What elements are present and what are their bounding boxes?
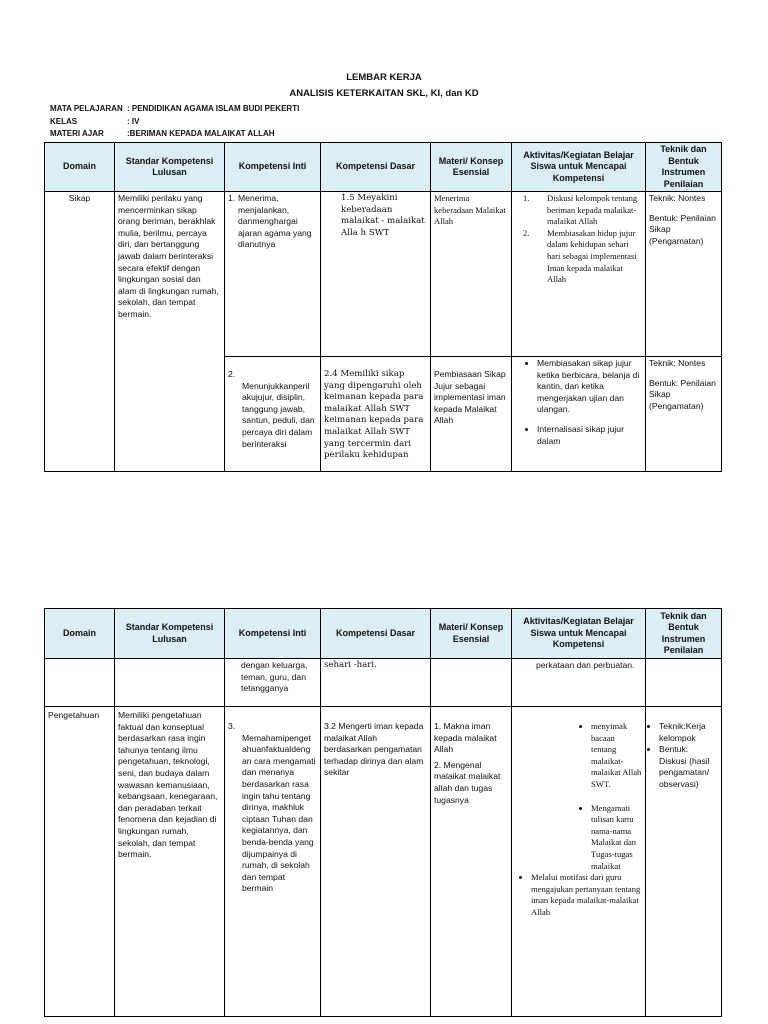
- kd-cell: sehari -hari.: [321, 659, 431, 707]
- col-header-ki: Kompetensi Inti: [225, 143, 321, 192]
- analysis-table-1: [44, 142, 722, 472]
- teknik-cell: Teknik: Nontes Bentuk: Penilaian Sikap (Pengamatan): [646, 357, 722, 472]
- meta-key: KELAS: [50, 116, 78, 126]
- list-number: 2.: [523, 227, 530, 238]
- col-header-skl: Standar Kompetensi Lulusan: [115, 143, 225, 192]
- ki-cell: [225, 357, 321, 472]
- list-item: • Melalui motifasi dari guru mengajukan pertanyaan tentang iman kepada malaikat-malaikat Allah: [531, 872, 642, 918]
- skl-cell: Memiliki pengetahuan faktual dan konseptual berdasarkan rasa ingin tahunya tentang ilmu pengetahuan, teknologi, seni, dan budaya dalam wawasan kemanusiaan, kebangsaan, kenegaraan, dan peradaban terkait fenomena dan kejadian di lingkungan rumah, sekolah, dan tempat bermain.: [115, 707, 225, 1017]
- aktivitas-cell: perkataan dan perbuatan.: [512, 659, 646, 707]
- materi-cell: Pembiasaan Sikap Jujur sebagai implementasi iman kepada Malaikat Allah: [431, 357, 512, 472]
- aktivitas-cell: [512, 192, 646, 357]
- materi-cell: [431, 659, 512, 707]
- list-item: • menyimak bacaan tentang malaikat-malaikat Allah SWT.: [591, 721, 642, 791]
- col-header-domain: Domain: [45, 143, 115, 192]
- list-number: 2.: [228, 369, 236, 379]
- skl-cell: Memiliki perilaku yang mencerminkan sikap orang beriman, berakhlak mulia, berilmu, percaya diri, dan bertanggung jawab dalam berinteraksi secara efektif dengan lingkungan sosial dan alam di lingkungan rumah, sekolah, dan tempat bermain.: [115, 192, 225, 472]
- col-header-aktivitas: Aktivitas/Kegiatan Belajar Siswa untuk Mencapai Kompetensi: [512, 143, 646, 192]
- meta-value: :BERIMAN KEPADA MALAIKAT ALLAH: [127, 129, 275, 138]
- meta-block: [50, 104, 299, 142]
- col-header-kd: Kompetensi Dasar: [321, 609, 431, 659]
- list-item: 2. Membiasakan hidup jujur dalam kehidupan sehari hari sebagai implementasi Iman kepada malaikat Allah: [515, 228, 642, 286]
- col-header-teknik: Teknik dan Bentuk Instrumen Penilaian: [646, 143, 722, 192]
- table-header-row: [45, 609, 722, 659]
- kd-cell: 3.2 Mengerti iman kepada malaikat Allah berdasarkan pengamatan terhadap dirinya dan alam sekitar: [321, 707, 431, 1017]
- meta-row-subject: [50, 104, 299, 117]
- table-row: [45, 707, 722, 1017]
- teknik-cell: Teknik: Nontes Bentuk: Penilaian Sikap (Pengamatan): [646, 192, 722, 357]
- list-number: 1.: [228, 193, 236, 203]
- domain-cell: Sikap: [45, 192, 115, 472]
- table-row: [45, 659, 722, 707]
- meta-row-material: [50, 129, 299, 142]
- col-header-materi: Materi/ Konsep Esensial: [431, 609, 512, 659]
- teknik-cell: [646, 707, 722, 1017]
- skl-cell: [115, 659, 225, 707]
- list-item: 1. Diskusi kelompok tentang beriman kepada malaikat-malaikat Allah: [515, 193, 642, 228]
- aktivitas-cell: [512, 707, 646, 1017]
- kd-cell: 1.5 Meyakini keberadaan malaikat - malaikat Alla h SWT: [321, 192, 431, 357]
- materi-cell: 1. Makna iman kepada malaikat Allah 2. Mengenal malaikat malaikat allah dan tugas tugasnya: [431, 707, 512, 1017]
- meta-value: : PENDIDIKAN AGAMA ISLAM BUDI PEKERTI: [127, 104, 300, 113]
- col-header-materi: Materi/ Konsep Esensial: [431, 143, 512, 192]
- meta-key: MATERI AJAR: [50, 129, 104, 138]
- list-number: 1.: [523, 193, 530, 203]
- list-item: • Mengamati tulisan kartu nama-nama Malaikat dan Tugas-tugas malaikat: [591, 803, 642, 873]
- col-header-domain: Domain: [45, 609, 115, 659]
- col-header-teknik: Teknik dan Bentuk Instrumen Penilaian: [646, 609, 722, 659]
- list-item: • Membiasakan sikap jujur ketika berbicara, belanja di kantin, dan ketika mengerjakan ujian dan ulangan.: [537, 358, 642, 416]
- analysis-table-2: [44, 608, 722, 1017]
- ki-text: Menerima, menjalankan, danmenghargai ajaran agama yang dianutnya: [238, 193, 312, 250]
- col-header-kd: Kompetensi Dasar: [321, 143, 431, 192]
- meta-row-class: [50, 117, 299, 130]
- table-row: [45, 192, 722, 357]
- list-item: • Internalisasi sikap jujur dalam: [537, 424, 642, 447]
- ki-text: Menunjukkanperil akujujur, disiplin, tanggung jawab, santun, peduli, dan percaya diri dalam berinteraksi: [242, 380, 315, 449]
- col-header-skl: Standar Kompetensi Lulusan: [115, 609, 225, 659]
- aktivitas-cell: [512, 357, 646, 472]
- meta-value: : IV: [127, 116, 140, 126]
- meta-key: MATA PELAJARAN: [50, 104, 123, 113]
- materi-cell: Menerima keberadaan Malaikat Allah: [431, 192, 512, 357]
- page-subtitle: ANALISIS KETERKAITAN SKL, KI, dan KD: [289, 88, 479, 99]
- ki-text: Memahamipenget ahuanfaktualdeng an cara mengamati dan menanya berdasarkan rasa ingin tahu tentang dirinya, makhluk ciptaan Tuhan dan kegiatannya, dan benda-benda yang dijumpainya di rumah, di sekolah dan tempat bermain: [242, 732, 316, 894]
- table-header-row: [45, 143, 722, 192]
- col-header-ki: Kompetensi Inti: [225, 609, 321, 659]
- ki-cell: dengan keluarga, teman, guru, dan tetangganya: [225, 659, 321, 707]
- teknik-cell: [646, 659, 722, 707]
- kd-cell: 2.4 Memiliki sikap yang dipengaruhi oleh keimanan kepada para malaikat Allah SWT keimanan kepada para malaikat Allah SWT yang tercermin dari perilaku kehidupan: [321, 357, 431, 472]
- ki-cell: [225, 707, 321, 1017]
- domain-cell: [45, 659, 115, 707]
- ki-cell: [225, 192, 321, 357]
- list-number: 3.: [228, 721, 236, 731]
- col-header-aktivitas: Aktivitas/Kegiatan Belajar Siswa untuk Mencapai Kompetensi: [512, 609, 646, 659]
- domain-cell: Pengetahuan: [45, 707, 115, 1017]
- page-title: LEMBAR KERJA: [346, 72, 422, 83]
- list-item: • Teknik:Kerja kelompok: [659, 721, 718, 744]
- list-item: • Bentuk: Diskusi (hasil pengamatan/ observasi): [659, 744, 718, 790]
